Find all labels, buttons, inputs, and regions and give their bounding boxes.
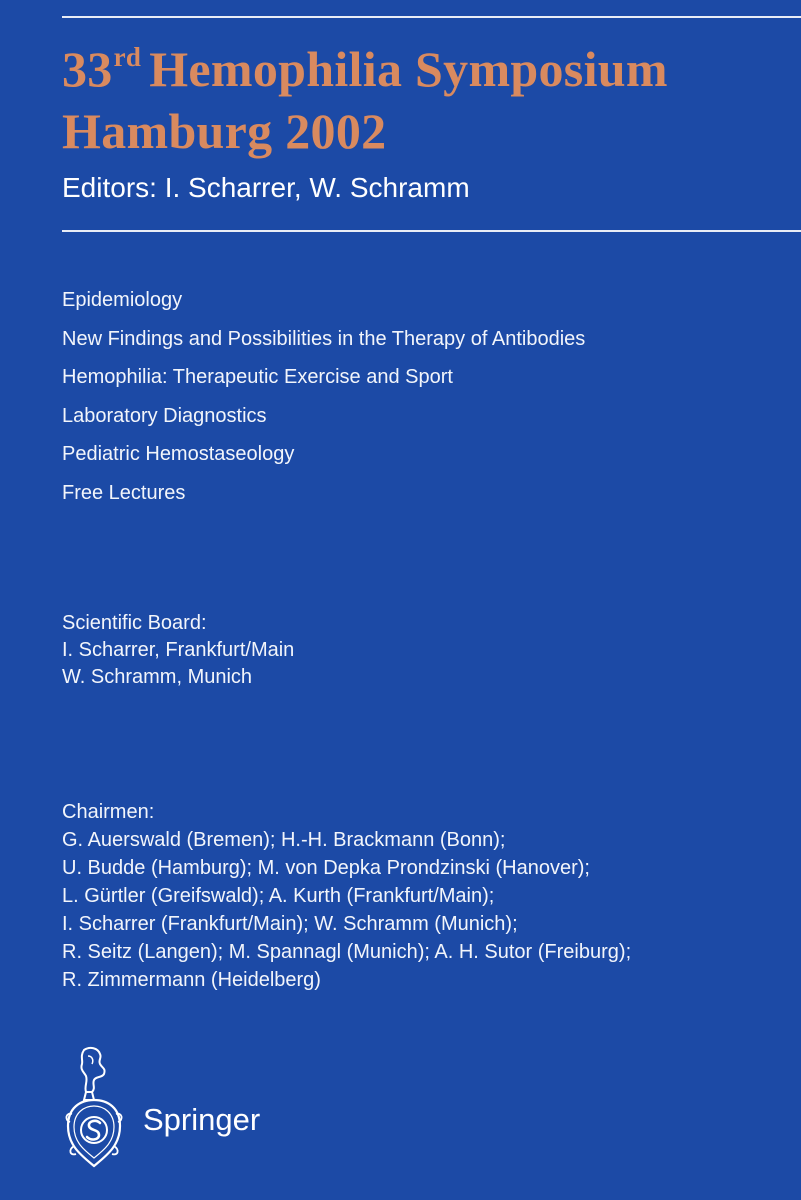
- chairmen-line: I. Scharrer (Frankfurt/Main); W. Schramm (Munich);: [62, 913, 518, 935]
- chairmen-line: R. Seitz (Langen); M. Spannagl (Munich); A. H. Sutor (Freiburg);: [62, 941, 632, 963]
- topic-item: Free Lectures: [62, 481, 186, 504]
- chairmen-line: U. Budde (Hamburg); M. von Depka Prondzinski (Hanover);: [62, 857, 590, 879]
- middle-rule: [62, 230, 801, 232]
- title-line-1: [62, 41, 668, 97]
- chairmen-heading: Chairmen:: [62, 801, 155, 823]
- springer-knight-logo-icon: [62, 1046, 126, 1170]
- editors: Editors: I. Scharrer, W. Schramm: [62, 172, 470, 203]
- topic-item: Laboratory Diagnostics: [62, 404, 267, 427]
- title-text: Hemophilia Symposium: [149, 41, 668, 97]
- chairmen-line: L. Gürtler (Greifswald); A. Kurth (Frankfurt/Main);: [62, 885, 495, 907]
- topic-item: Epidemiology: [62, 289, 183, 311]
- topic-list: [62, 281, 585, 512]
- topic-item: Pediatric Hemostaseology: [62, 443, 295, 465]
- title-line-2: Hamburg 2002: [62, 103, 387, 159]
- chairmen-line: R. Zimmermann (Heidelberg): [62, 969, 321, 991]
- scientific-board-heading: Scientific Board:: [62, 612, 207, 634]
- topic-item: Hemophilia: Therapeutic Exercise and Sport: [62, 366, 453, 388]
- scientific-board: [62, 610, 294, 691]
- title-suffix: rd: [113, 42, 142, 72]
- scientific-board-member: I. Scharrer, Frankfurt/Main: [62, 639, 295, 661]
- topic-item: New Findings and Possibilities in the Therapy of Antibodies: [62, 327, 586, 350]
- publisher-name: Springer: [143, 1102, 261, 1137]
- top-rule: [62, 16, 801, 18]
- chairmen-line: G. Auerswald (Bremen); H.-H. Brackmann (Bonn);: [62, 829, 506, 851]
- title-number: 33: [62, 41, 113, 97]
- scientific-board-member: W. Schramm, Munich: [62, 666, 253, 688]
- chairmen: [62, 798, 631, 994]
